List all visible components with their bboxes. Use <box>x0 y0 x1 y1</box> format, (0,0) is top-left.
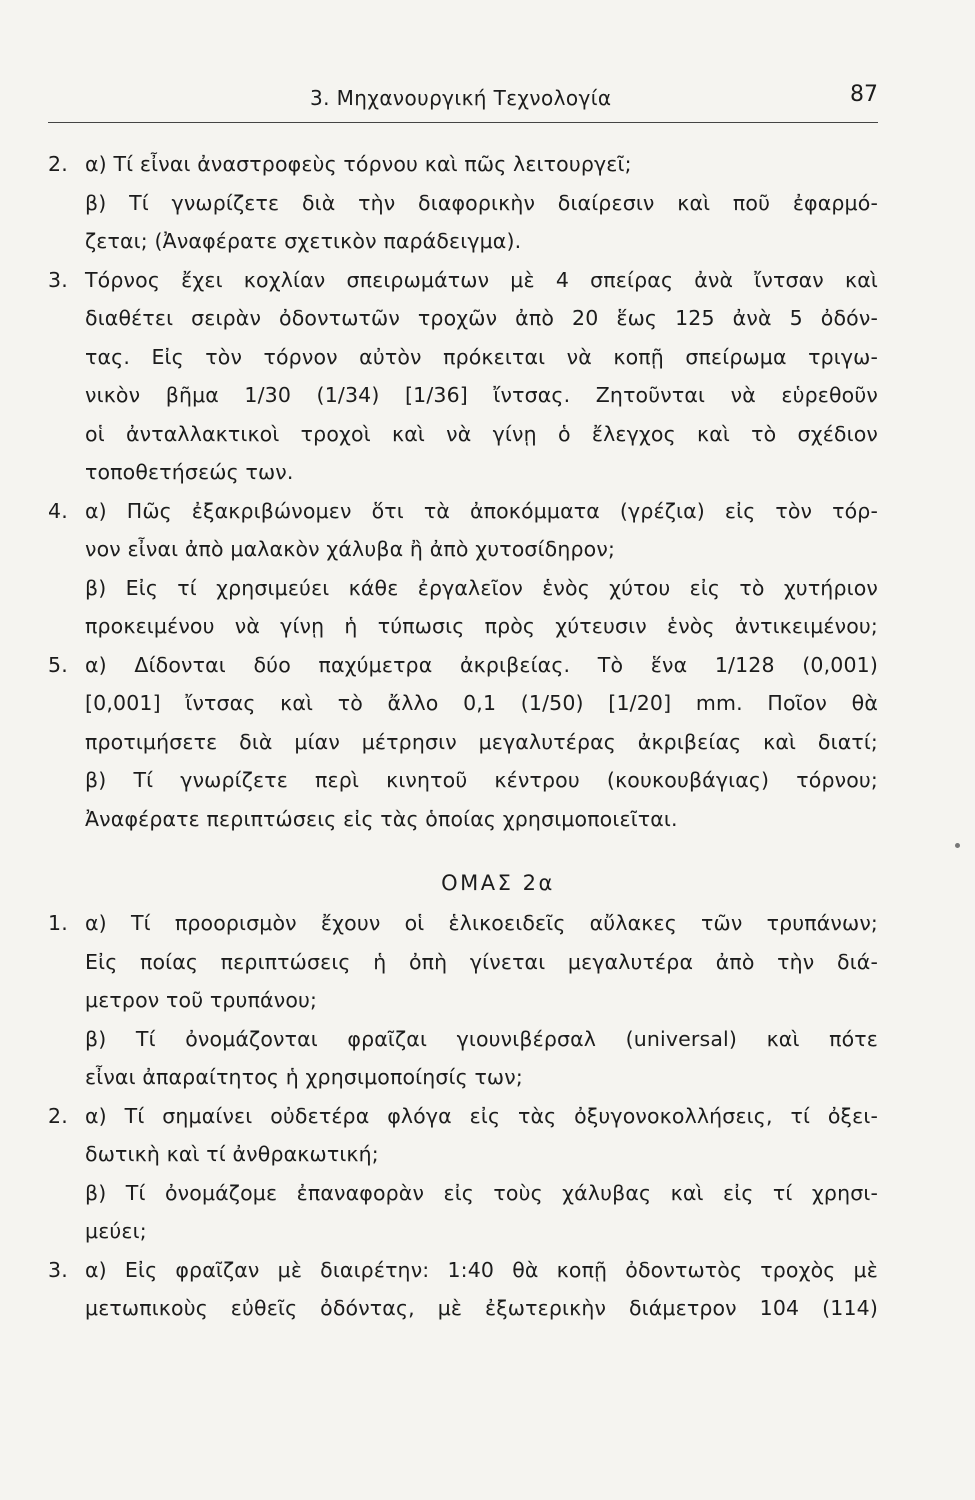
text-line <box>48 492 878 531</box>
text-line <box>48 1212 878 1251</box>
text-line <box>48 299 878 338</box>
line-text: διαθέτει σειρὰν ὀδοντωτῶν τροχῶν ἀπὸ 20 ἕως 125 ἀνὰ 5 ὀδόν- <box>85 306 878 330</box>
line-text: μετρον τοῦ τρυπάνου; <box>85 988 318 1012</box>
exercise-group-1 <box>48 145 878 838</box>
line-text: α) Δίδονται δύο παχύμετρα ἀκριβείας. Τὸ ἕνα 1/128 (0,001) <box>85 652 878 677</box>
line-text: [0,001] ἴντσας καὶ τὸ ἄλλο 0,1 (1/50) [1/20] mm. Ποῖον θὰ <box>85 691 878 715</box>
text-line <box>48 1289 878 1328</box>
line-text: Εἰς ποίας περιπτώσεις ἡ ὀπὴ γίνεται μεγαλυτέρα ἀπὸ τὴν διά- <box>85 949 878 974</box>
page-number: 87 <box>850 82 878 107</box>
line-text: α) Τί εἶναι ἀναστροφεὺς τόρνου καὶ πῶς λειτουργεῖ; <box>85 152 632 176</box>
line-text: β) Τί γνωρίζετε περὶ κινητοῦ κέντρου (κουκουβάγιας) τόρνου; <box>85 768 878 792</box>
section-spacer <box>48 838 878 862</box>
text-line <box>48 981 878 1020</box>
text-line <box>48 904 878 943</box>
line-text: α) Τί προορισμὸν ἔχουν οἱ ἑλικοειδεῖς αὔλακες τῶν τρυπάνων; <box>85 911 878 935</box>
line-text: α) Τί σημαίνει οὐδετέρα φλόγα εἰς τὰς ὀξυγονοκολλήσεις, τί ὀξει- <box>85 1103 878 1128</box>
text-line <box>48 1251 878 1290</box>
text-line <box>48 569 878 608</box>
line-text: β) Τί γνωρίζετε διὰ τὴν διαφορικὴν διαίρεσιν καὶ ποῦ ἐφαρμό- <box>85 190 878 215</box>
line-text: μεύει; <box>85 1219 147 1243</box>
line-text: ζεται; (Ἀναφέρατε σχετικὸν παράδειγμα). <box>85 229 522 253</box>
text-line <box>48 184 878 223</box>
item-number: 4. <box>48 498 68 523</box>
item-number: 3. <box>48 1257 68 1282</box>
line-text: τας. Εἰς τὸν τόρνον αὐτὸν πρόκειται νὰ κοπῇ σπείρωμα τριγω- <box>85 344 878 369</box>
line-text: δωτικὴ καὶ τί ἀνθρακωτική; <box>85 1142 379 1166</box>
text-line <box>48 415 878 454</box>
text-line <box>48 530 878 569</box>
line-text: α) Εἰς φραῖζαν μὲ διαιρέτην: 1:40 θὰ κοπῇ ὀδοντωτὸς τροχὸς μὲ <box>85 1257 878 1282</box>
text-line <box>48 1097 878 1136</box>
text-line <box>48 376 878 415</box>
line-text: α) Πῶς ἐξακριβώνομεν ὅτι τὰ ἀποκόμματα (γρέζια) εἰς τὸν τόρ- <box>85 498 878 523</box>
line-text: τοποθετήσεώς των. <box>85 460 294 484</box>
line-text: β) Εἰς τί χρησιμεύει κάθε ἐργαλεῖον ἑνὸς χύτου εἰς τὸ χυτήριον <box>85 575 878 600</box>
paper-speck <box>955 843 960 848</box>
text-line <box>48 684 878 723</box>
item-number: 1. <box>48 911 68 935</box>
text-line <box>48 723 878 762</box>
line-text: β) Τί ὀνομάζονται φραῖζαι γιουνιβέρσαλ (universal) καὶ πότε <box>85 1026 878 1051</box>
text-line <box>48 1058 878 1097</box>
line-text: εἶναι ἀπαραίτητος ἡ χρησιμοποίησίς των; <box>85 1065 523 1089</box>
text-line <box>48 1174 878 1213</box>
line-text: νον εἶναι ἀπὸ μαλακὸν χάλυβα ἢ ἀπὸ χυτοσίδηρον; <box>85 537 615 561</box>
chapter-title: 3. Μηχανουργική Τεχνολογία <box>310 86 612 110</box>
text-line <box>48 800 878 839</box>
item-number: 2. <box>48 152 68 176</box>
line-text: προκειμένου νὰ γίνῃ ἡ τύπωσις πρὸς χύτευσιν ἑνὸς ἀντικειμένου; <box>85 614 878 638</box>
line-text: μετωπικοὺς εὐθεῖς ὀδόντας, μὲ ἐξωτερικὴν διάμετρον 104 (114) <box>85 1296 878 1320</box>
text-line <box>48 607 878 646</box>
line-text: Ἀναφέρατε περιπτώσεις εἰς τὰς ὁποίας χρησιμοποιεῖται. <box>85 806 678 831</box>
text-line <box>48 261 878 300</box>
page-body <box>48 145 878 1328</box>
running-header <box>48 70 878 128</box>
text-line <box>48 1135 878 1174</box>
line-text: προτιμήσετε διὰ μίαν μέτρησιν μεγαλυτέρας ἀκριβείας καὶ διατί; <box>85 729 878 754</box>
item-number: 2. <box>48 1103 68 1128</box>
text-line <box>48 222 878 261</box>
section-heading: ΟΜΑΣ 2α <box>441 871 555 895</box>
text-line <box>48 1020 878 1059</box>
line-text: β) Τί ὀνομάζομε ἐπαναφορὰν εἰς τοὺς χάλυβας καὶ εἰς τί χρησι- <box>85 1180 878 1205</box>
text-line <box>48 338 878 377</box>
line-text: νικὸν βῆμα 1/30 (1/34) [1/36] ἴντσας. Ζητοῦνται νὰ εὑρεθοῦν <box>85 383 878 407</box>
line-text: Τόρνος ἔχει κοχλίαν σπειρωμάτων μὲ 4 σπείρας ἀνὰ ἴντσαν καὶ <box>85 267 878 292</box>
text-line <box>48 943 878 982</box>
header-rule <box>48 122 878 123</box>
exercise-group-2 <box>48 904 878 1328</box>
item-number: 5. <box>48 652 68 677</box>
text-line <box>48 453 878 492</box>
text-line <box>48 145 878 184</box>
text-line <box>48 646 878 685</box>
line-text: οἱ ἀνταλλακτικοὶ τροχοὶ καὶ νὰ γίνῃ ὁ ἔλεγχος καὶ τὸ σχέδιον <box>85 421 878 446</box>
text-line <box>48 761 878 800</box>
item-number: 3. <box>48 267 68 292</box>
